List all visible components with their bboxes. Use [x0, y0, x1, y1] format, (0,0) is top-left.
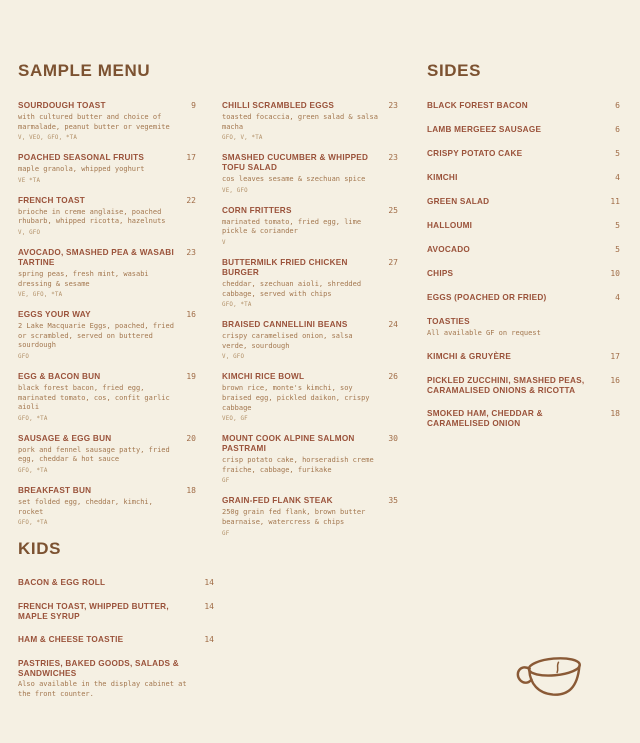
list-item-header: [427, 221, 620, 231]
list-item: [18, 602, 214, 621]
menu-item-dietary-tags: VE, GFO, *TA: [18, 292, 63, 299]
list-item: [427, 409, 620, 428]
menu-item-name: EGGS YOUR WAY: [18, 310, 91, 320]
menu-item-header: [18, 310, 196, 320]
list-item: [427, 197, 620, 207]
sample-menu-heading: SAMPLE MENU: [18, 61, 151, 80]
list-item-price: 14: [204, 602, 214, 611]
menu-item: [222, 258, 398, 309]
menu-item-description: set folded egg, cheddar, kimchi, rocket: [18, 497, 153, 516]
list-item-header: [427, 197, 620, 207]
list-item-header: [427, 125, 620, 135]
menu-item-header: [222, 434, 398, 454]
menu-item-description: with cultured butter and choice of marmalade, peanut butter or vegemite: [18, 113, 170, 131]
menu-item: [18, 248, 196, 299]
sides-heading: SIDES: [427, 61, 482, 80]
list-item-price: 6: [615, 101, 620, 110]
list-item: [427, 376, 620, 395]
list-item-name: EGGS (POACHED OR FRIED): [427, 293, 547, 302]
menu-columns: [18, 101, 398, 549]
menu-item-dietary-tags: VE *TA: [18, 177, 41, 184]
list-item-header: [427, 149, 620, 159]
list-item-price: 14: [204, 635, 214, 644]
list-item-name: KIMCHI & GRUYÈRE: [427, 352, 512, 362]
menu-item: [222, 434, 398, 485]
menu-item-name: SMASHED CUCUMBER & WHIPPED TOFU SALAD: [222, 153, 369, 173]
list-item-price: 4: [615, 173, 620, 182]
menu-item-dietary-tags: GFO, *TA: [18, 520, 48, 527]
menu-item: [18, 372, 196, 423]
list-item-price: 18: [610, 409, 620, 419]
coffee-cup-icon: [513, 653, 591, 705]
list-item-header: [427, 245, 620, 255]
list-item-price: 16: [610, 376, 620, 386]
sides-section: [427, 62, 620, 442]
menu-item-name: GRAIN-FED FLANK STEAK: [222, 496, 333, 506]
list-item-name: CRISPY POTATO CAKE: [427, 149, 523, 158]
menu-item: [18, 196, 196, 237]
menu-item-header: [222, 101, 398, 111]
menu-item-price: 23: [388, 153, 398, 163]
list-item-price: 10: [610, 269, 620, 278]
list-item-header: [427, 352, 620, 362]
menu-item-header: [18, 434, 196, 444]
menu-item: [18, 153, 196, 185]
list-item: [427, 352, 620, 362]
list-item: [18, 578, 214, 588]
menu-item-price: 22: [186, 195, 196, 205]
list-item-header: [427, 173, 620, 183]
list-item-header: [18, 635, 214, 645]
list-item-name: LAMB MERGEEZ SAUSAGE: [427, 125, 542, 134]
menu-item-name: AVOCADO, SMASHED PEA & WASABI TARTINE: [18, 247, 174, 267]
menu-item-description: crisp potato cake, horseradish creme fraiche, cabbage, furikake: [222, 456, 374, 474]
list-item-note: All available GF on request: [427, 328, 541, 337]
menu-item: [222, 372, 398, 423]
list-item-name: BLACK FOREST BACON: [427, 101, 528, 110]
menu-item-price: 16: [186, 310, 196, 320]
menu-item-dietary-tags: GFO, *TA: [18, 467, 48, 474]
list-item-price: 4: [615, 293, 620, 302]
list-item-price: 11: [610, 197, 620, 206]
list-item-name: TOASTIES: [427, 317, 470, 326]
menu-item-description: toasted focaccia, green salad & salsa macha: [222, 113, 378, 131]
list-item: [427, 173, 620, 183]
list-item: [427, 149, 620, 159]
list-item-name: PASTRIES, BAKED GOODS, SALADS & SANDWICHES: [18, 659, 179, 678]
menu-item-description: maple granola, whipped yoghurt: [18, 165, 145, 174]
menu-item-description: 250g grain fed flank, brown butter bearnaise, watercress & chips: [222, 508, 366, 526]
menu-item-price: 23: [186, 247, 196, 257]
menu-item: [222, 206, 398, 247]
menu-item: [18, 434, 196, 475]
menu-item-dietary-tags: GFO, *TA: [222, 302, 252, 309]
menu-item: [222, 320, 398, 361]
menu-item-name: BUTTERMILK FRIED CHICKEN BURGER: [222, 257, 348, 277]
menu-item-name: CHILLI SCRAMBLED EGGS: [222, 101, 335, 110]
list-item-header: [427, 293, 620, 303]
menu-item: [222, 496, 398, 537]
kids-section: [18, 540, 214, 713]
menu-item-price: 27: [388, 257, 398, 267]
menu-item-dietary-tags: V: [222, 239, 226, 246]
menu-item-description: marinated tomato, fried egg, lime pickle & coriander: [222, 217, 362, 236]
menu-item-header: [222, 496, 398, 506]
list-item-header: [18, 659, 214, 678]
list-item-header: [427, 409, 620, 428]
menu-item-price: 19: [186, 371, 196, 381]
menu-item-description: crispy caramelised onion, salsa verde, sourdough: [222, 332, 353, 350]
list-item: [18, 659, 214, 699]
list-item: [427, 101, 620, 111]
menu-item-dietary-tags: V, VEO, GFO, *TA: [18, 135, 78, 142]
list-item-name: AVOCADO: [427, 245, 470, 254]
menu-item-description: pork and fennel sausage patty, fried egg, cheddar & hot sauce: [18, 445, 170, 464]
list-item-price: 5: [615, 221, 620, 230]
list-item: [427, 317, 620, 338]
menu-item-price: 9: [191, 101, 196, 110]
menu-item-description: 2 Lake Macquarie Eggs, poached, fried or scrambled, served on buttered sourdough: [18, 322, 174, 350]
menu-item: [18, 310, 196, 361]
menu-item-name: CORN FRITTERS: [222, 205, 292, 215]
menu-item-description: brown rice, monte's kimchi, soy braised egg, pickled daikon, crispy cabbage: [222, 384, 370, 412]
menu-item-name: BREAKFAST BUN: [18, 485, 92, 495]
sides-list: [427, 101, 620, 428]
menu-item: [222, 153, 398, 195]
menu-item-price: 26: [388, 372, 398, 382]
menu-item-name: POACHED SEASONAL FRUITS: [18, 153, 145, 163]
list-item-price: 17: [610, 352, 620, 362]
list-item-name: BACON & EGG ROLL: [18, 578, 106, 587]
menu-item: [18, 101, 196, 142]
menu-item-header: [222, 153, 398, 173]
menu-item-dietary-tags: V, GFO: [222, 354, 245, 361]
menu-item-name: FRENCH TOAST: [18, 195, 85, 205]
menu-item-header: [18, 101, 196, 111]
menu-item-dietary-tags: GFO: [18, 353, 30, 360]
list-item-name: SMOKED HAM, CHEDDAR & CARAMELISED ONION: [427, 409, 543, 428]
list-item-name: PICKLED ZUCCHINI, SMASHED PEAS, CARAMALISED ONIONS & RICOTTA: [427, 376, 585, 395]
menu-item-price: 18: [186, 485, 196, 495]
menu-item-name: BRAISED CANNELLINI BEANS: [222, 320, 348, 330]
menu-item-dietary-tags: GF: [222, 478, 230, 485]
menu-item-dietary-tags: VE, GFO: [222, 187, 248, 194]
menu-item-header: [222, 258, 398, 278]
menu-item-price: 23: [388, 101, 398, 110]
sample-menu-section: [18, 62, 398, 549]
kids-list: [18, 578, 214, 699]
menu-item-name: SOURDOUGH TOAST: [18, 101, 106, 110]
menu-item-price: 20: [186, 433, 196, 443]
menu-item-header: [222, 206, 398, 216]
menu-column-middle: [222, 101, 398, 549]
menu-item-header: [18, 196, 196, 206]
menu-item-header: [222, 372, 398, 382]
list-item-price: 6: [615, 125, 620, 134]
menu-item-description: brioche in creme anglaise, poached rhubarb, whipped ricotta, hazelnuts: [18, 207, 166, 226]
menu-item-description: cheddar, szechuan aioli, shredded cabbage, served with chips: [222, 279, 362, 298]
list-item-note: Also available in the display cabinet at the front counter.: [18, 680, 187, 698]
menu-item: [222, 101, 398, 142]
list-item-name: HAM & CHEESE TOASTIE: [18, 635, 124, 644]
list-item: [427, 293, 620, 303]
list-item: [427, 221, 620, 231]
list-item-price: 5: [615, 245, 620, 254]
list-item-name: KIMCHI: [427, 173, 458, 182]
menu-item-dietary-tags: GF: [222, 530, 230, 537]
menu-item-name: EGG & BACON BUN: [18, 371, 101, 381]
menu-item-price: 30: [388, 434, 398, 444]
menu-item-dietary-tags: GFO, V, *TA: [222, 135, 263, 142]
menu-item-header: [18, 153, 196, 163]
menu-item-header: [18, 372, 196, 382]
menu-item-name: KIMCHI RICE BOWL: [222, 372, 305, 382]
menu-item-price: 24: [388, 320, 398, 330]
list-item: [427, 269, 620, 279]
menu-item-dietary-tags: GFO, *TA: [18, 415, 48, 422]
list-item-header: [427, 269, 620, 279]
menu-item: [18, 486, 196, 527]
list-item-header: [427, 317, 620, 327]
list-item-header: [18, 578, 214, 588]
list-item-header: [18, 602, 214, 621]
menu-item-dietary-tags: VEO, GF: [222, 416, 248, 423]
list-item-name: FRENCH TOAST, WHIPPED BUTTER, MAPLE SYRUP: [18, 602, 169, 621]
menu-item-description: spring peas, fresh mint, wasabi dressing & sesame: [18, 269, 149, 288]
list-item-header: [427, 101, 620, 111]
menu-item-name: MOUNT COOK ALPINE SALMON PASTRAMI: [222, 434, 355, 454]
menu-item-price: 17: [186, 153, 196, 163]
list-item: [18, 635, 214, 645]
list-item-name: HALLOUMI: [427, 221, 473, 230]
list-item-header: [427, 376, 620, 395]
menu-item-description: cos leaves sesame & szechuan spice: [222, 175, 366, 184]
menu-item-description: black forest bacon, fried egg, marinated tomato, cos, confit garlic aioli: [18, 383, 170, 412]
menu-item-header: [222, 320, 398, 330]
kids-heading: KIDS: [18, 539, 62, 558]
list-item-name: GREEN SALAD: [427, 197, 490, 206]
list-item-price: 5: [615, 149, 620, 158]
list-item: [427, 125, 620, 135]
menu-item-name: SAUSAGE & EGG BUN: [18, 433, 112, 443]
list-item: [427, 245, 620, 255]
menu-item-header: [18, 486, 196, 496]
menu-item-dietary-tags: V, GFO: [18, 229, 41, 236]
menu-column-left: [18, 101, 196, 549]
menu-item-price: 35: [388, 496, 398, 506]
list-item-price: 14: [204, 578, 214, 587]
menu-item-price: 25: [388, 205, 398, 215]
list-item-name: CHIPS: [427, 269, 454, 278]
menu-item-header: [18, 248, 196, 268]
